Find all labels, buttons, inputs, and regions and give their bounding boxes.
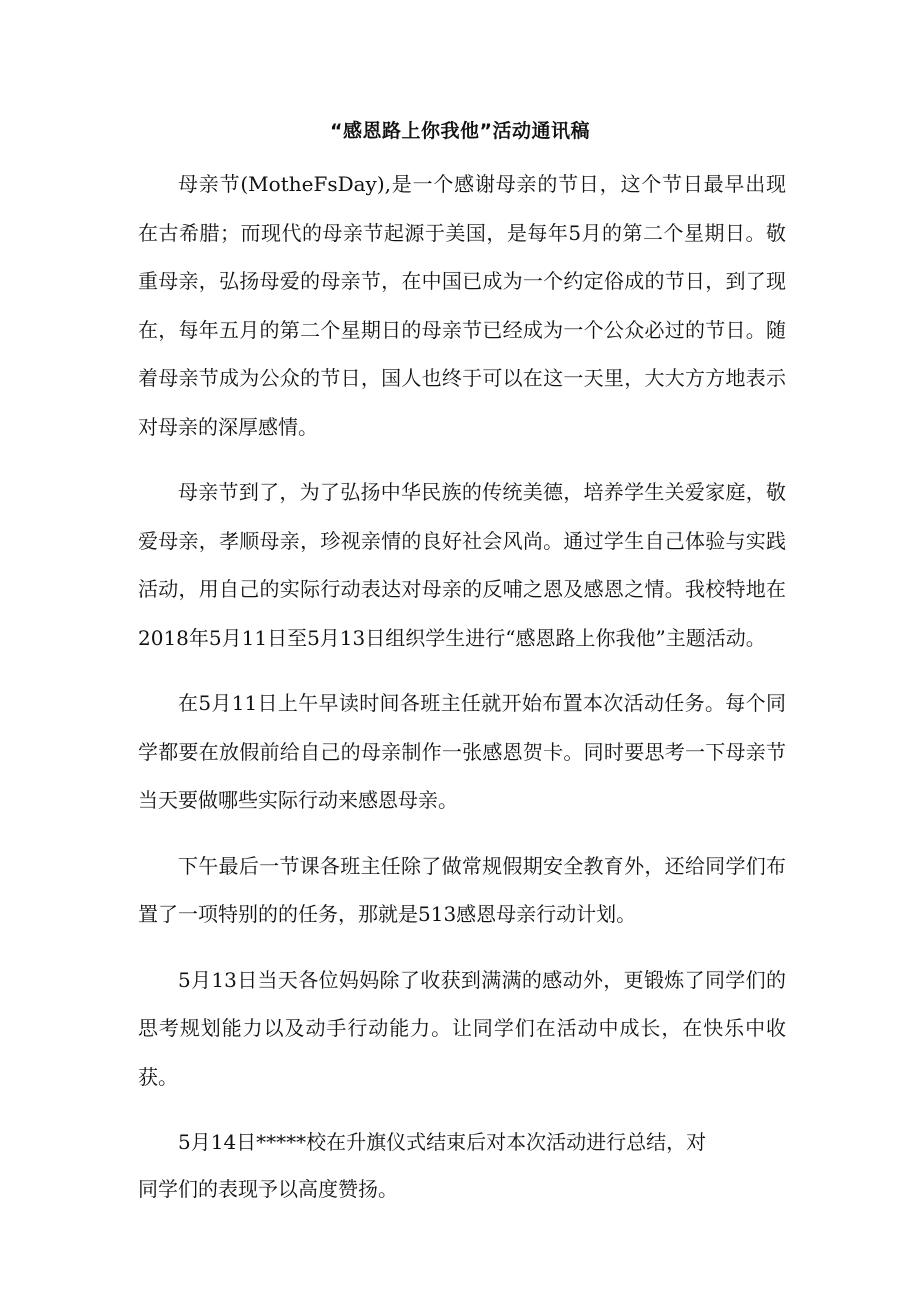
document-body bbox=[138, 160, 786, 1230]
paragraph-2: 母亲节到了，为了弘扬中华民族的传统美德，培养学生关爱家庭，敬爱母亲，孝顺母亲，珍视亲情的良好社会风尚。通过学生自己体验与实践活动，用自己的实际行动表达对母亲的反哺之恩及感恩之情。我校特地在2018年5月11日至5月13日组织学生进行“感恩路上你我他”主题活动。 bbox=[138, 480, 786, 650]
paragraph-3: 在5月11日上午早读时间各班主任就开始布置本次活动任务。每个同学都要在放假前给自己的母亲制作一张感恩贺卡。同时要思考一下母亲节当天要做哪些实际行动来感恩母亲。 bbox=[138, 691, 786, 812]
document-title: “感恩路上你我他”活动通讯稿 bbox=[330, 120, 590, 142]
closing-line-1: 5月14日*****校在升旗仪式结束后对本次活动进行总结，对 bbox=[178, 1130, 707, 1154]
paragraph-4: 下午最后一节课各班主任除了做常规假期安全教育外，还给同学们布置了一项特别的的任务，那就是513感恩母亲行动计划。 bbox=[138, 853, 786, 926]
paragraph-5: 5月13日当天各位妈妈除了收获到满满的感动外，更锻炼了同学们的思考规划能力以及动手行动能力。让同学们在活动中成长，在快乐中收获。 bbox=[138, 967, 786, 1089]
closing-line-2: 同学们的表现予以高度赞扬。 bbox=[138, 1176, 398, 1201]
paragraph-1: 母亲节(MotheFsDay),是一个感谢母亲的节日，这个节日最早出现在古希腊；而现代的母亲节起源于美国，是每年5月的第二个星期日。敬重母亲，弘扬母爱的母亲节，在中国已成为一个约定俗成的节日，到了现在，每年五月的第二个星期日的母亲节已经成为一个公众必过的节日。随着母亲节成为公众的节日，国人也终于可以在这一天里，大大方方地表示对母亲的深厚感情。 bbox=[138, 172, 786, 439]
